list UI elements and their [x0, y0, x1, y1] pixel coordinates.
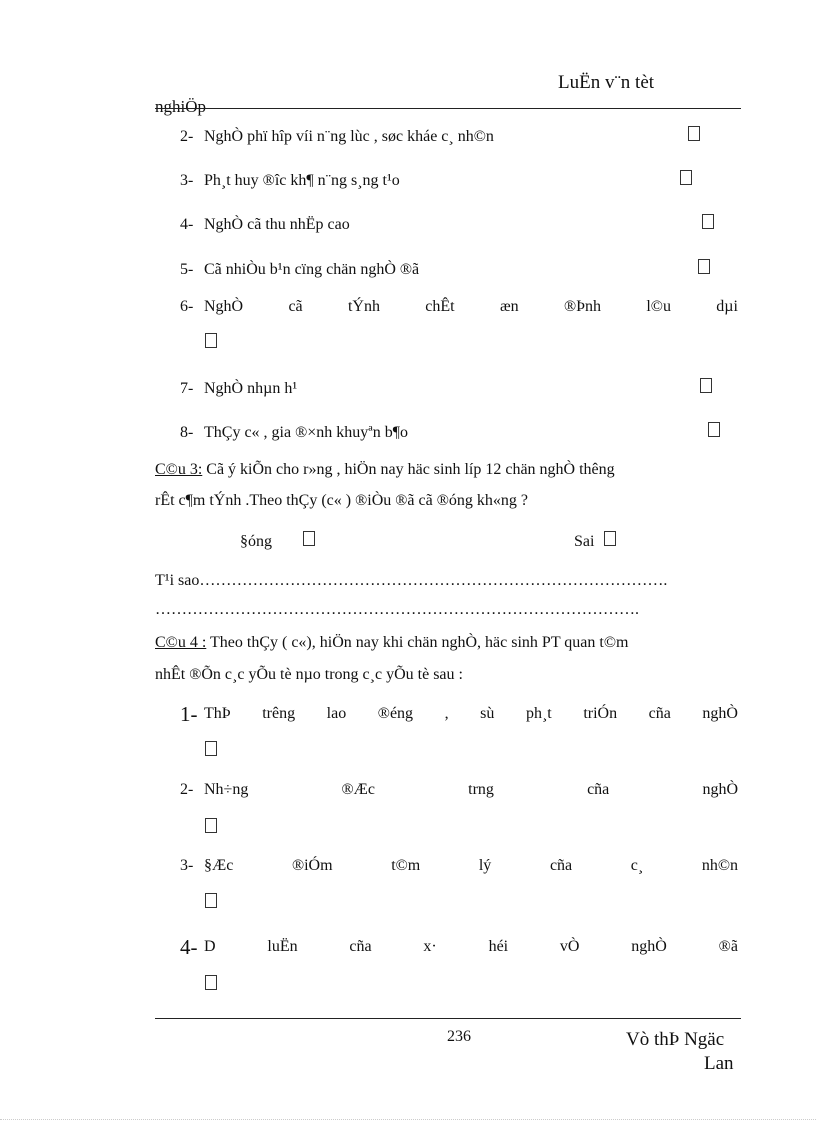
question-4-label: C©u 4 : — [155, 634, 207, 651]
item-text: ThÇy c« , gia ®×nh khuyªn b¶o — [204, 424, 408, 441]
word: NghÒ — [204, 298, 244, 315]
checkbox[interactable] — [708, 422, 720, 437]
item-number: 4- — [180, 935, 198, 959]
word: triÓn — [583, 705, 618, 722]
why-line: T¹i sao……………………………………………………………………………. — [155, 572, 668, 589]
word: dµi — [716, 298, 738, 315]
word: æn — [499, 298, 519, 315]
word: ®éng — [377, 705, 414, 722]
question-3-line-2: rÊt c¶m tÝnh .Theo thÇy (c« ) ®iÒu ®ã cã ®óng kh«ng ? — [155, 492, 528, 509]
item-text: NghÒ phï hîp víi n¨ng lùc , søc kháe c¸ nh©n — [204, 128, 494, 145]
checkbox[interactable] — [205, 818, 217, 833]
item-text: NghÒ nhµn h¹ — [204, 380, 298, 397]
word: lao — [326, 705, 347, 722]
item-number: 8- — [180, 424, 194, 441]
word: , — [444, 705, 449, 722]
checkbox[interactable] — [702, 214, 714, 229]
item-number: 4- — [180, 216, 194, 233]
checkbox[interactable] — [205, 975, 217, 990]
answer-no-checkbox[interactable] — [604, 531, 616, 546]
item-text: Ph¸t huy ®îc kh¶ n¨ng s¸ng t¹o — [204, 172, 400, 189]
question-3-line-1: C©u 3: Cã ý kiÕn cho r»ng , hiÖn nay häc sinh líp 12 chän nghÒ thêng — [155, 461, 615, 478]
checkbox[interactable] — [698, 259, 710, 274]
word: nh©n — [701, 857, 738, 874]
word: nghÒ — [631, 938, 667, 955]
author-name-line-2: Lan — [704, 1053, 734, 1074]
word: vÒ — [559, 938, 580, 955]
footer-rule — [155, 1018, 741, 1019]
word: x· — [423, 938, 437, 955]
header-title: LuËn v¨n tèt — [558, 72, 655, 93]
checkbox[interactable] — [700, 378, 712, 393]
word: cã — [288, 298, 303, 315]
item-number: 1- — [180, 702, 198, 726]
word: ph¸t — [525, 705, 552, 722]
checkbox[interactable] — [205, 741, 217, 756]
answer-yes-label: §óng — [240, 533, 272, 550]
item-number: 2- — [180, 781, 194, 798]
word: luËn — [267, 938, 298, 955]
word: ThÞ — [204, 705, 231, 722]
answer-no-label: Sai — [574, 533, 595, 550]
word: ®Þnh — [563, 298, 602, 315]
item-text-justified — [204, 705, 738, 723]
item-number: 3- — [180, 172, 194, 189]
word: Nh÷ng — [204, 781, 249, 798]
checkbox[interactable] — [680, 170, 692, 185]
item-number: 7- — [180, 380, 194, 397]
item-text-justified — [204, 857, 738, 875]
answer-dotted-line: ………………………………………………………………………………. — [155, 601, 639, 618]
word: D — [204, 938, 216, 955]
word: lý — [478, 857, 492, 874]
checkbox[interactable] — [205, 893, 217, 908]
item-text-justified — [204, 781, 738, 799]
question-4-line-2: nhÊt ®Õn c¸c yÕu tè nµo trong c¸c yÕu tè sau : — [155, 666, 463, 683]
word: ®Æc — [341, 781, 375, 798]
word: cña — [648, 705, 671, 722]
word: nghÒ — [702, 705, 738, 722]
word: t©m — [391, 857, 421, 874]
item-text-justified — [204, 938, 738, 956]
header-title-continuation: nghiÖp — [155, 97, 206, 116]
word: ®ã — [718, 938, 738, 955]
word: trêng — [262, 705, 296, 722]
page-bottom-border — [0, 1119, 816, 1120]
item-text: NghÒ cã thu nhËp cao — [204, 216, 350, 233]
checkbox[interactable] — [205, 333, 217, 348]
item-number: 5- — [180, 261, 194, 278]
item-number: 2- — [180, 128, 194, 145]
author-name-line-1: Vò thÞ Ngäc — [626, 1029, 725, 1050]
question-4-line-1: C©u 4 : Theo thÇy ( c«), hiÖn nay khi chän nghÒ, häc sinh PT quan t©m — [155, 634, 629, 651]
item-number: 6- — [180, 298, 194, 315]
item-text: Cã nhiÒu b¹n cïng chän nghÒ ®ã — [204, 261, 420, 278]
item-number: 3- — [180, 857, 194, 874]
checkbox[interactable] — [688, 126, 700, 141]
word: sù — [480, 705, 495, 722]
word: cña — [549, 857, 573, 874]
word: tÝnh — [347, 298, 380, 315]
word: c¸ — [630, 857, 644, 874]
word: cña — [587, 781, 610, 798]
word: ®iÓm — [291, 857, 333, 874]
answer-yes-checkbox[interactable] — [303, 531, 315, 546]
word: trng — [468, 781, 494, 798]
word: l©u — [646, 298, 671, 315]
word: chÊt — [425, 298, 455, 315]
word: nghÒ — [702, 781, 738, 798]
question-3-label: C©u 3: — [155, 461, 203, 478]
word: héi — [488, 938, 509, 955]
word: cña — [349, 938, 372, 955]
word: §Æc — [204, 857, 234, 874]
item-text-justified — [204, 298, 738, 316]
header-rule — [155, 108, 741, 109]
page-number: 236 — [447, 1028, 471, 1045]
